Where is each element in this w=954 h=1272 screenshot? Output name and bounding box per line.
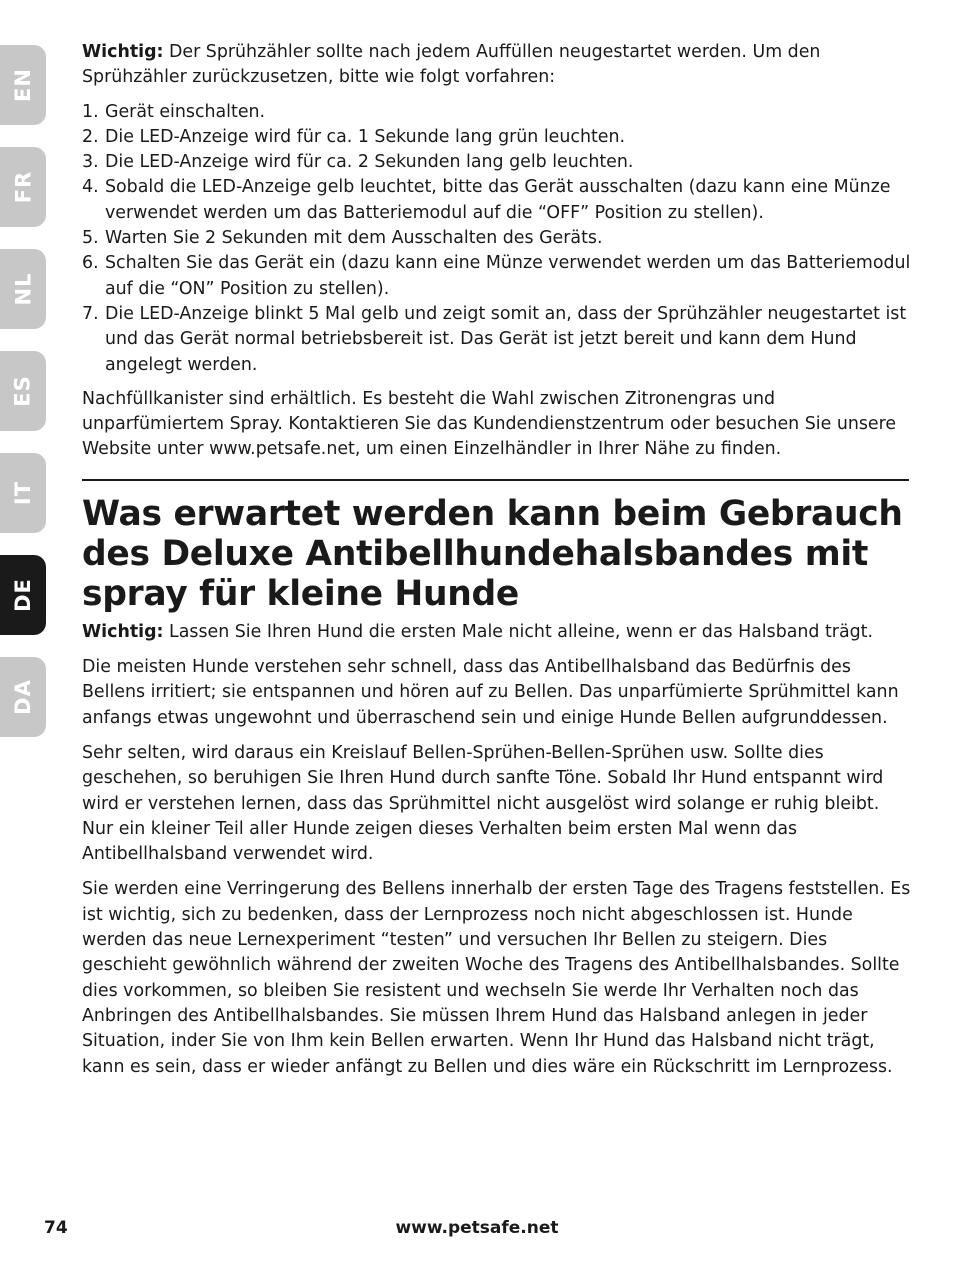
language-tab-en[interactable]	[0, 45, 46, 125]
body-paragraph: Sie werden eine Verringerung des Bellens innerhalb der ersten Tage des Tragens feststellen. Es ist wichtig, sich zu bedenken, dass der Lernprozess noch nicht abgeschlossen ist. Hunde werden das neue Lernexperiment “testen” und versuchen Ihr Bellen zu steigern. Dies geschieht gewöhnlich während der zweiten Woche des Tragens des Antibellhalsbandes. Sollte dies vorkommen, so bleiben Sie resistent und wechseln Sie werde Ihr Verhalten noch das Anbringen des Antibellhalsbandes. Sie müssen Ihrem Hund das Halsband anlegen in jeder Situation, inder Sie von Ihm kein Bellen erwarten. Wenn Ihr Hund das Halsband nicht trägt, kann es sein, dass er wieder anfängt zu Bellen und dies wäre ein Rückschritt im Lernprozess.	[82, 879, 911, 1077]
list-item	[82, 175, 912, 226]
footer-url[interactable]: www.petsafe.net	[395, 1218, 559, 1238]
body-paragraph: Sehr selten, wird daraus ein Kreislauf Bellen-Sprühen-Bellen-Sprühen usw. Sollte dies geschehen, so beruhigen Sie Ihren Hund durch sanfte Töne. Sobald Ihr Hund entspannt wird wird er verstehen lernen, dass das Sprühmittel nicht ausgelöst wird solange er ruhig bleibt. Nur ein kleiner Teil aller Hunde zeigen dieses Verhalten beim ersten Mal wenn das Antibellhalsband verwendet wird.	[82, 742, 884, 865]
list-item	[82, 125, 912, 150]
refill-paragraph: Nachfüllkanister sind erhältlich. Es besteht die Wahl zwischen Zitronengras und unparfümiertem Spray. Kontaktieren Sie das Kundendienstzentrum oder besuchen Sie unsere Website unter www.petsafe.net, um einen Einzelhändler in Ihrer Nähe zu finden.	[82, 388, 897, 460]
step-number: 4.	[82, 177, 99, 198]
body-paragraph: Die meisten Hunde verstehen sehr schnell, dass das Antibellhalsband das Bedürfnis des Bellens irritiert; sie entspannen und hören auf zu Bellen. Das unparfümierte Sprühmittel kann anfangs etwas ungewohnt und überraschend sein und einige Hunde Bellen aufgrunddessen.	[82, 657, 899, 728]
step-text: Die LED-Anzeige wird für ca. 2 Sekunden lang gelb leuchten.	[105, 152, 634, 173]
step-text: Die LED-Anzeige wird für ca. 1 Sekunde lang grün leuchten.	[105, 126, 626, 147]
warning-label: Wichtig:	[82, 621, 164, 642]
list-item	[82, 302, 912, 378]
step-text: Schalten Sie das Gerät ein (dazu kann eine Münze verwendet werden um das Batteriemodul auf die “ON” Position zu stellen).	[105, 253, 911, 299]
language-tab-es[interactable]	[0, 351, 46, 431]
language-tab-label: EN	[10, 68, 35, 102]
step-number: 2.	[82, 126, 99, 147]
step-number: 1.	[82, 101, 99, 122]
language-tab-label: NL	[11, 272, 35, 306]
step-text: Warten Sie 2 Sekunden mit dem Ausschalten des Geräts.	[105, 228, 603, 249]
page-content	[82, 40, 912, 1090]
page-number: 74	[44, 1218, 68, 1238]
language-tab-nl[interactable]	[0, 249, 46, 329]
step-text: Sobald die LED-Anzeige gelb leuchtet, bitte das Gerät ausschalten (dazu kann eine Münze verwendet werden um das Batteriemodul auf die “OFF” Position zu stellen).	[105, 177, 891, 223]
section-heading: Was erwartet werden kann beim Gebrauch des Deluxe Antibellhundehalsbandes mit spray für kleine Hunde	[82, 493, 903, 614]
list-item	[82, 226, 912, 251]
step-text: Gerät einschalten.	[105, 101, 266, 122]
language-tab-de[interactable]	[0, 555, 46, 635]
language-tab-label: IT	[10, 480, 35, 506]
list-item	[82, 100, 912, 125]
warning-paragraph	[82, 620, 912, 645]
language-tab-label: ES	[10, 375, 35, 407]
intro-paragraph	[82, 40, 912, 91]
step-text: Die LED-Anzeige blinkt 5 Mal gelb und zeigt somit an, dass der Sprühzähler neugestartet ist und das Gerät normal betriebsbereit ist. Das Gerät ist jetzt bereit und kann dem Hund angelegt werden.	[105, 303, 907, 375]
step-number: 6.	[82, 253, 99, 274]
list-item	[82, 251, 912, 302]
intro-label: Wichtig:	[82, 42, 164, 62]
reset-steps-list	[82, 100, 912, 378]
list-item	[82, 150, 912, 175]
step-number: 5.	[82, 228, 99, 249]
step-number: 7.	[82, 303, 99, 324]
intro-text: Der Sprühzähler sollte nach jedem Auffüllen neugestartet werden. Um den Sprühzähler zurückzusetzen, bitte wie folgt vorfahren:	[82, 42, 821, 88]
language-tab-label: DA	[11, 679, 35, 715]
language-tab-label: FR	[10, 170, 35, 204]
warning-text: Lassen Sie Ihren Hund die ersten Male nicht alleine, wenn er das Halsband trägt.	[163, 621, 873, 642]
language-tab-label: DE	[11, 578, 35, 612]
language-tab-it[interactable]	[0, 453, 46, 533]
language-tab-fr[interactable]	[0, 147, 46, 227]
step-number: 3.	[82, 152, 99, 173]
language-tab-da[interactable]	[0, 657, 46, 737]
section-divider	[82, 479, 909, 481]
